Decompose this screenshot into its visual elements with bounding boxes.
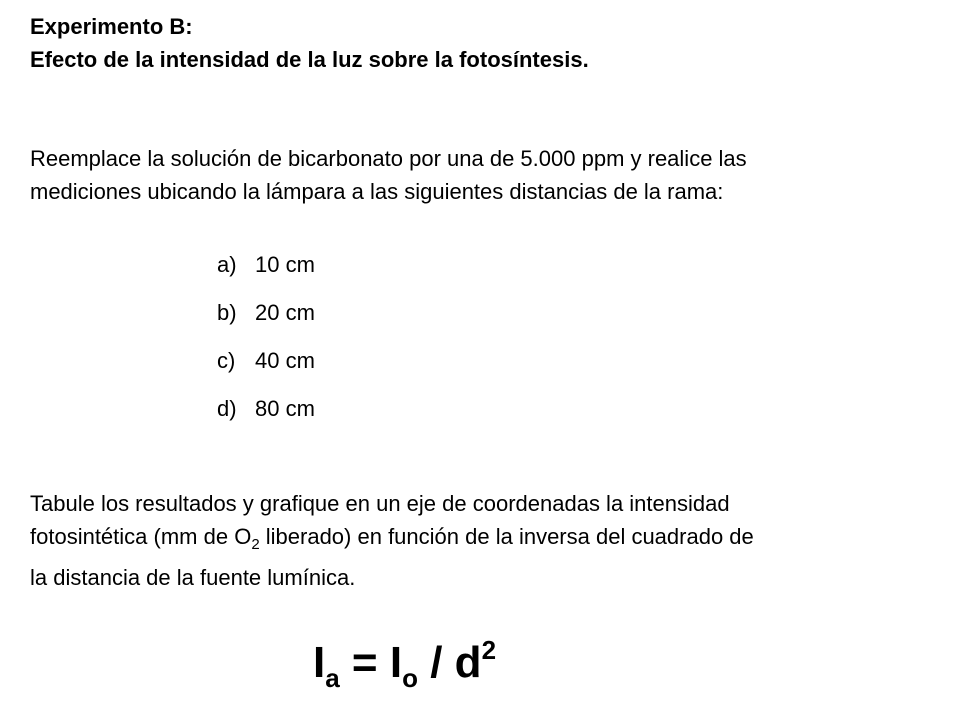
distance-list	[217, 248, 315, 440]
list-item	[217, 392, 315, 440]
tabulate-line-3: la distancia de la fuente lumínica.	[30, 565, 356, 590]
formula-lhs-subscript: a	[325, 663, 340, 693]
list-item-value: 80 cm	[255, 396, 315, 421]
intensity-formula	[313, 620, 496, 708]
list-item-value: 20 cm	[255, 300, 315, 325]
formula-denominator: d	[454, 638, 482, 687]
tabulate-line-2	[30, 520, 754, 561]
formula-divide: /	[417, 638, 455, 687]
formula-rhs-subscript: o	[402, 663, 418, 693]
list-item-label: a)	[217, 252, 237, 277]
list-item	[217, 344, 315, 392]
tabulate-line-2-after: liberado) en función de la inversa del cuadrado de	[259, 524, 754, 549]
list-item	[217, 296, 315, 344]
title-line-2: Efecto de la intensidad de la luz sobre la fotosíntesis.	[30, 47, 589, 72]
formula-exponent: 2	[481, 635, 497, 665]
instructions-line-2: mediciones ubicando la lámpara a las siguientes distancias de la rama:	[30, 179, 724, 204]
list-item-label: b)	[217, 300, 237, 325]
list-item-label: c)	[217, 348, 236, 373]
list-item-label: d)	[217, 396, 237, 421]
title-line-1: Experimento B:	[30, 14, 193, 39]
formula-equals: =	[339, 638, 390, 687]
page-title	[30, 10, 589, 76]
tabulate-line-1: Tabule los resultados y grafique en un eje de coordenadas la intensidad	[30, 491, 730, 516]
oxygen-subscript: 2	[251, 536, 260, 553]
formula-lhs: I	[313, 638, 326, 687]
instructions-paragraph	[30, 142, 747, 208]
list-item-value: 40 cm	[255, 348, 315, 373]
tabulate-paragraph	[30, 487, 754, 594]
list-item	[217, 248, 315, 296]
instructions-line-1: Reemplace la solución de bicarbonato por una de 5.000 ppm y realice las	[30, 146, 747, 171]
list-item-value: 10 cm	[255, 252, 315, 277]
tabulate-line-2-before: fotosintética (mm de O	[30, 524, 252, 549]
formula-rhs: I	[389, 638, 403, 687]
